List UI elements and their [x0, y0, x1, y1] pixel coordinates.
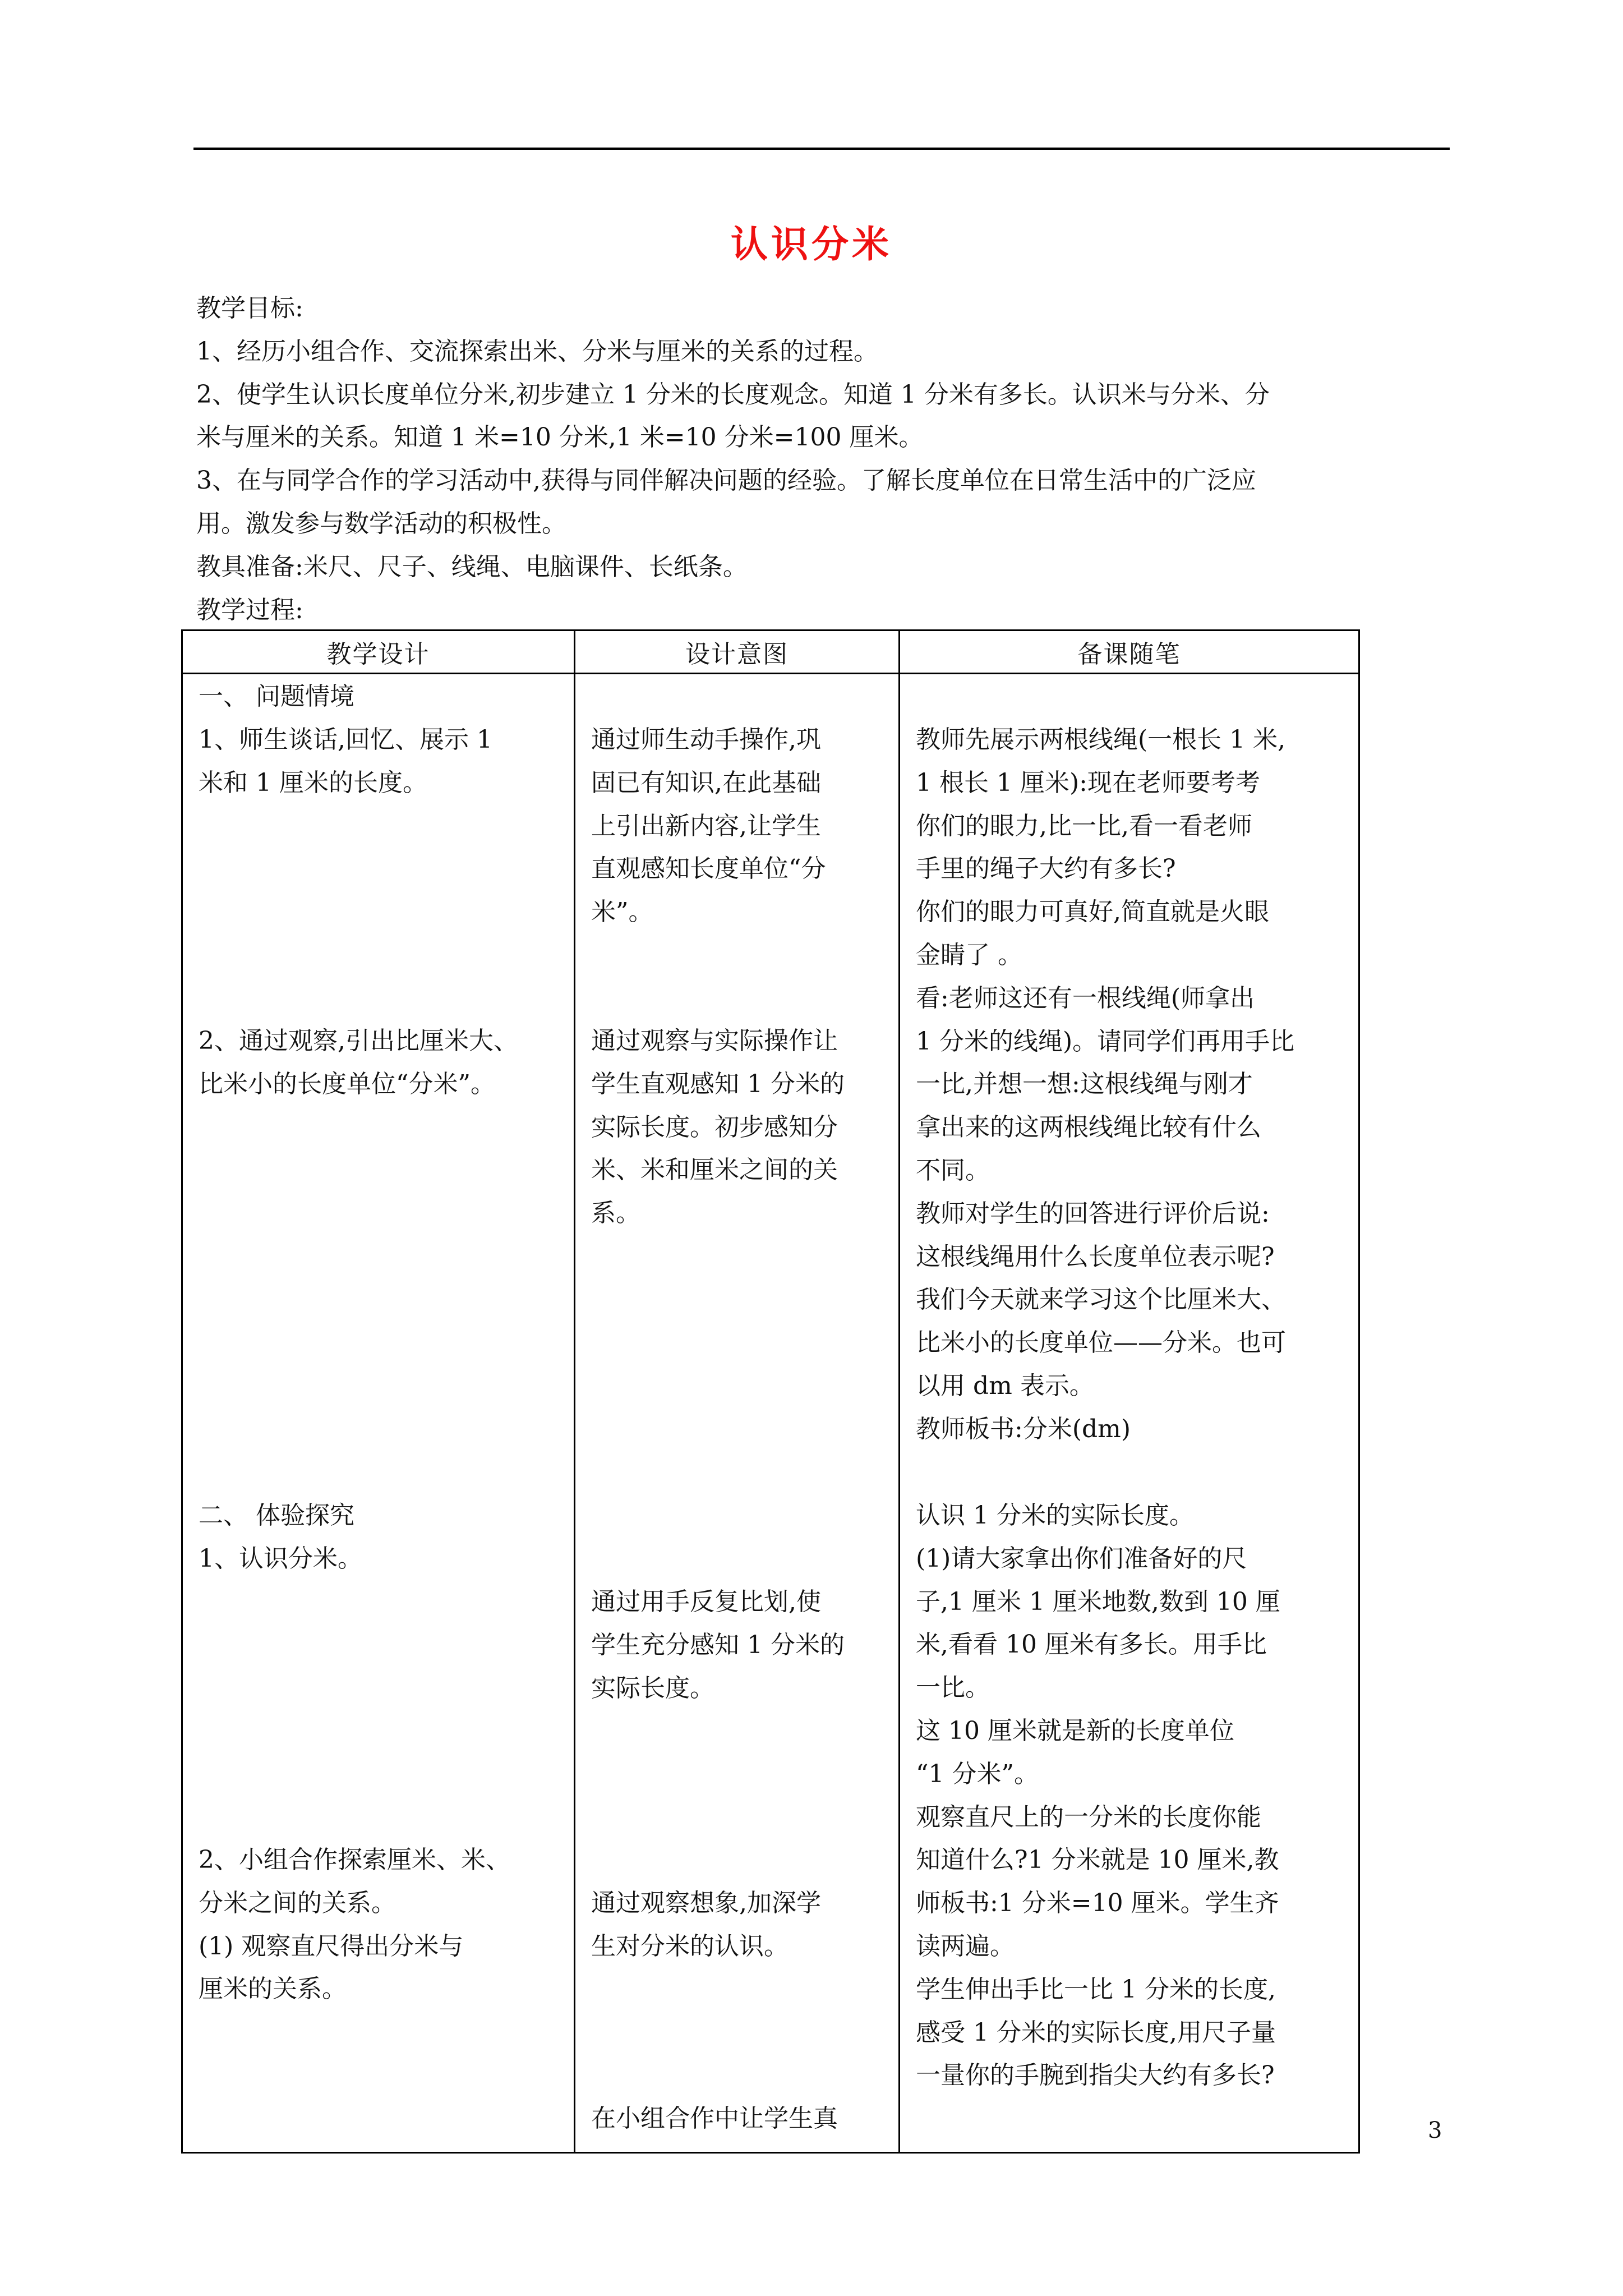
notes-line: 你们的眼力可真好,简直就是火眼: [916, 898, 1269, 927]
notes-line: 这 10 厘米就是新的长度单位: [916, 1716, 1234, 1745]
intent-line: 实际长度。: [591, 1673, 714, 1703]
intent-line: 通过观察与实际操作让: [591, 1027, 838, 1055]
notes-line: 不同。: [916, 1156, 990, 1185]
intro-line: 2、使学生认识长度单位分米,初步建立 1 分米的长度观念。知道 1 分米有多长。认识米与分米、分: [196, 380, 1270, 409]
table-header-row: [182, 631, 1359, 674]
notes-line: 这根线绳用什么长度单位表示呢?: [916, 1242, 1275, 1271]
intent-line: 通过用手反复比划,使: [591, 1588, 821, 1616]
notes-block: [916, 1494, 1348, 2097]
notes-line: 金睛了 。: [916, 940, 1022, 969]
intro-line: 用。激发参与数学活动的积极性。: [196, 509, 566, 538]
intent-line: 固已有知识,在此基础: [591, 768, 821, 797]
notes-line: 手里的绳子大约有多长?: [916, 854, 1176, 884]
intent-line: 在小组合作中让学生真: [591, 2104, 838, 2133]
notes-line: 1 分米的线绳)。请同学们再用手比: [916, 1027, 1295, 1056]
design-block: [199, 1020, 566, 1106]
header-rule: [193, 148, 1450, 150]
notes-line: 学生伸出手比一比 1 分米的长度,: [916, 1975, 1276, 2004]
intro-line: 3、在与同学合作的学习活动中,获得与同伴解决问题的经验。了解长度单位在日常生活中的广泛应: [196, 466, 1256, 495]
intent-line: 米、米和厘米之间的关: [591, 1156, 838, 1185]
design-line: 2、小组合作探索厘米、米、: [199, 1846, 510, 1874]
notes-line: 以用 dm 表示。: [916, 1371, 1094, 1400]
teaching-design-cell: [182, 674, 575, 2153]
notes-line: 1 根长 1 厘米):现在老师要考考: [916, 768, 1260, 797]
lesson-table: [181, 629, 1360, 2154]
intent-line: 米”。: [591, 898, 653, 927]
intent-block: [591, 2097, 887, 2141]
intro-line: 教学过程:: [196, 595, 303, 624]
intent-line: 实际长度。初步感知分: [591, 1112, 838, 1142]
design-line: 二、 体验探究: [199, 1501, 354, 1530]
notes-line: 感受 1 分米的实际长度,用尺子量: [916, 2018, 1276, 2047]
notes-line: 一比。: [916, 1673, 990, 1703]
design-line: 比米小的长度单位“分米”。: [199, 1069, 495, 1098]
design-line: 1、认识分米。: [199, 1544, 362, 1573]
design-line: (1) 观察直尺得出分米与: [199, 1931, 464, 1961]
intent-block: [591, 1581, 887, 1710]
intent-block: [591, 1882, 887, 1968]
design-line: 米和 1 厘米的长度。: [199, 768, 427, 797]
design-block: [199, 1839, 566, 2011]
intent-line: 学生充分感知 1 分米的: [591, 1630, 845, 1659]
notes-block: [916, 719, 1348, 1451]
notes-line: 子,1 厘米 1 厘米地数,数到 10 厘: [916, 1587, 1280, 1616]
notes-line: (1)请大家拿出你们准备好的尺: [916, 1544, 1247, 1573]
notes-line: 读两遍。: [916, 1931, 1015, 1961]
notes-line: 一比,并想一想:这根线绳与刚才: [916, 1070, 1253, 1099]
lesson-notes-cell: [900, 674, 1359, 2153]
header-lesson-notes: 备课随笔: [900, 631, 1359, 674]
notes-line: 认识 1 分米的实际长度。: [916, 1501, 1194, 1530]
design-line: 分米之间的关系。: [199, 1888, 396, 1917]
notes-line: 米,看看 10 厘米有多长。用手比: [916, 1630, 1267, 1659]
intent-block: [591, 719, 887, 934]
notes-line: 你们的眼力,比一比,看一看老师: [916, 811, 1252, 840]
intro-line: 1、经历小组合作、交流探索出米、分米与厘米的关系的过程。: [196, 337, 878, 366]
notes-line: 教师板书:分米(dm): [916, 1414, 1131, 1443]
design-block: [199, 1494, 566, 1581]
notes-line: 知道什么?1 分米就是 10 厘米,教: [916, 1846, 1279, 1875]
header-design-intent: 设计意图: [575, 631, 900, 674]
notes-line: 看:老师这还有一根线绳(师拿出: [916, 983, 1255, 1013]
intent-line: 学生直观感知 1 分米的: [591, 1069, 845, 1098]
intro-section: [196, 287, 1453, 632]
design-intent-cell: [575, 674, 900, 2153]
intent-line: 直观感知长度单位“分: [591, 854, 826, 884]
notes-line: 师板书:1 分米=10 厘米。学生齐: [916, 1889, 1279, 1918]
notes-line: “1 分米”。: [916, 1759, 1039, 1788]
design-block: [199, 675, 566, 804]
intro-line: 米与厘米的关系。知道 1 米=10 分米,1 米=10 分米=100 厘米。: [196, 423, 924, 452]
table-row: [182, 674, 1359, 2153]
design-line: 1、师生谈话,回忆、展示 1: [199, 725, 492, 754]
intent-line: 通过师生动手操作,巩: [591, 725, 821, 754]
intent-line: 通过观察想象,加深学: [591, 1889, 821, 1917]
header-teaching-design: 教学设计: [182, 631, 575, 674]
intro-line: 教学目标:: [196, 294, 303, 323]
notes-line: 比米小的长度单位——分米。也可: [916, 1328, 1286, 1358]
notes-line: 教师对学生的回答进行评价后说:: [916, 1199, 1270, 1228]
design-line: 厘米的关系。: [199, 1975, 347, 2004]
notes-line: 拿出来的这两根线绳比较有什么: [916, 1113, 1261, 1142]
intent-line: 上引出新内容,让学生: [591, 811, 821, 840]
page-number: 3: [1428, 2118, 1442, 2143]
design-line: 2、通过观察,引出比厘米大、: [199, 1027, 518, 1055]
document-title: 认识分米: [731, 222, 892, 266]
notes-line: 教师先展示两根线绳(一根长 1 米,: [916, 725, 1286, 754]
intent-block: [591, 1020, 887, 1235]
notes-line: 观察直尺上的一分米的长度你能: [916, 1802, 1261, 1832]
design-line: 一、 问题情境: [199, 682, 354, 711]
intro-line: 教具准备:米尺、尺子、线绳、电脑课件、长纸条。: [196, 552, 748, 581]
notes-line: 我们今天就来学习这个比厘米大、: [916, 1285, 1286, 1314]
notes-line: 一量你的手腕到指尖大约有多长?: [916, 2061, 1275, 2090]
intent-line: 生对分米的认识。: [591, 1931, 789, 1961]
intent-line: 系。: [591, 1199, 640, 1228]
